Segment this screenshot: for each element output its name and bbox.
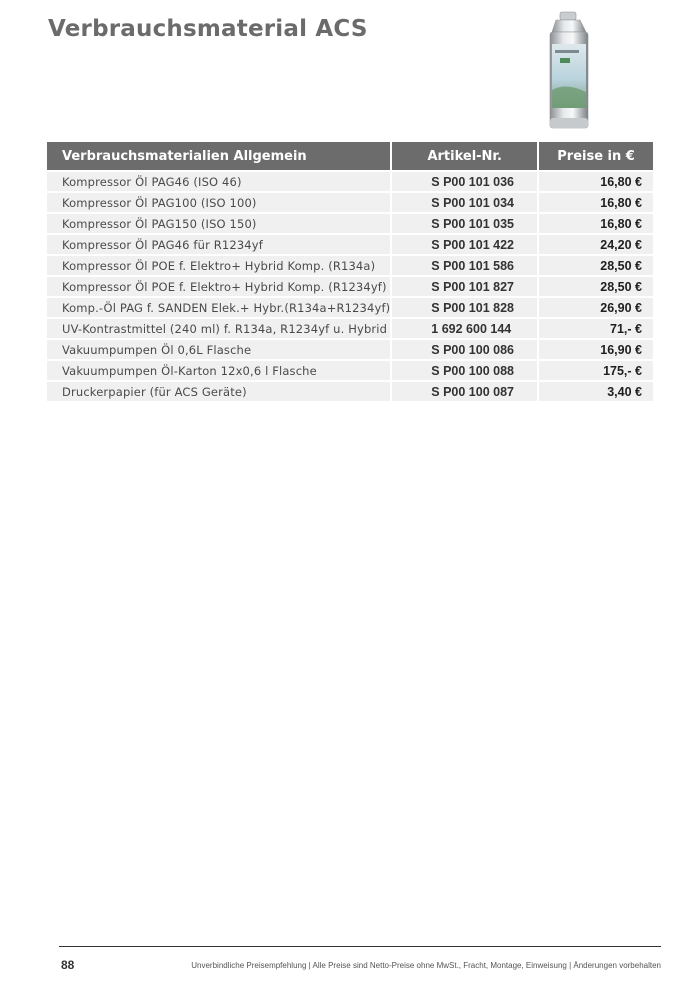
footer-divider: [59, 946, 661, 947]
cell-article: S P00 101 586: [392, 254, 539, 275]
table-row: [47, 380, 653, 401]
cell-description: Kompressor Öl PAG46 (ISO 46): [47, 170, 392, 191]
cell-article: S P00 101 034: [392, 191, 539, 212]
cell-article: S P00 101 422: [392, 233, 539, 254]
table-row: [47, 212, 653, 233]
cell-description: Komp.-Öl PAG f. SANDEN Elek.+ Hybr.(R134a+R1234yf): [47, 296, 392, 317]
cell-price: 24,20 €: [539, 233, 653, 254]
footer-disclaimer: Unverbindliche Preisempfehlung | Alle Preise sind Netto-Preise ohne MwSt., Fracht, Montage, Einweisung | Änderungen vorbehalten: [191, 961, 661, 970]
table-row: [47, 317, 653, 338]
page-title: Verbrauchsmaterial ACS: [48, 16, 368, 42]
column-header-article: Artikel-Nr.: [392, 142, 539, 170]
cell-article: S P00 101 828: [392, 296, 539, 317]
cell-description: Kompressor Öl PAG46 für R1234yf: [47, 233, 392, 254]
cell-description: Kompressor Öl PAG150 (ISO 150): [47, 212, 392, 233]
cell-price: 16,80 €: [539, 170, 653, 191]
cell-price: 26,90 €: [539, 296, 653, 317]
cell-price: 28,50 €: [539, 254, 653, 275]
column-header-description: Verbrauchsmaterialien Allgemein: [47, 142, 392, 170]
cell-description: Kompressor Öl PAG100 (ISO 100): [47, 191, 392, 212]
cell-description: Vakuumpumpen Öl-Karton 12x0,6 l Flasche: [47, 359, 392, 380]
cell-description: Kompressor Öl POE f. Elektro+ Hybrid Komp. (R134a): [47, 254, 392, 275]
table-header-row: [47, 142, 653, 170]
oil-bottle-icon: [546, 10, 592, 132]
cell-article: S P00 101 827: [392, 275, 539, 296]
cell-price: 3,40 €: [539, 380, 653, 401]
price-table: [47, 142, 653, 401]
cell-price: 16,90 €: [539, 338, 653, 359]
cell-price: 16,80 €: [539, 191, 653, 212]
table-row: [47, 359, 653, 380]
cell-article: S P00 100 086: [392, 338, 539, 359]
cell-article: 1 692 600 144: [392, 317, 539, 338]
column-header-price: Preise in €: [539, 142, 653, 170]
table-row: [47, 170, 653, 191]
cell-description: UV-Kontrastmittel (240 ml) f. R134a, R1234yf u. Hybrid: [47, 317, 392, 338]
cell-description: Druckerpapier (für ACS Geräte): [47, 380, 392, 401]
cell-price: 16,80 €: [539, 212, 653, 233]
table-row: [47, 254, 653, 275]
cell-description: Vakuumpumpen Öl 0,6L Flasche: [47, 338, 392, 359]
cell-price: 71,- €: [539, 317, 653, 338]
table-row: [47, 338, 653, 359]
cell-description: Kompressor Öl POE f. Elektro+ Hybrid Komp. (R1234yf): [47, 275, 392, 296]
page-number: 88: [61, 958, 75, 972]
table-row: [47, 191, 653, 212]
table-row: [47, 233, 653, 254]
cell-price: 28,50 €: [539, 275, 653, 296]
cell-article: S P00 101 036: [392, 170, 539, 191]
table-row: [47, 275, 653, 296]
cell-article: S P00 100 087: [392, 380, 539, 401]
cell-price: 175,- €: [539, 359, 653, 380]
cell-article: S P00 101 035: [392, 212, 539, 233]
table-row: [47, 296, 653, 317]
cell-article: S P00 100 088: [392, 359, 539, 380]
